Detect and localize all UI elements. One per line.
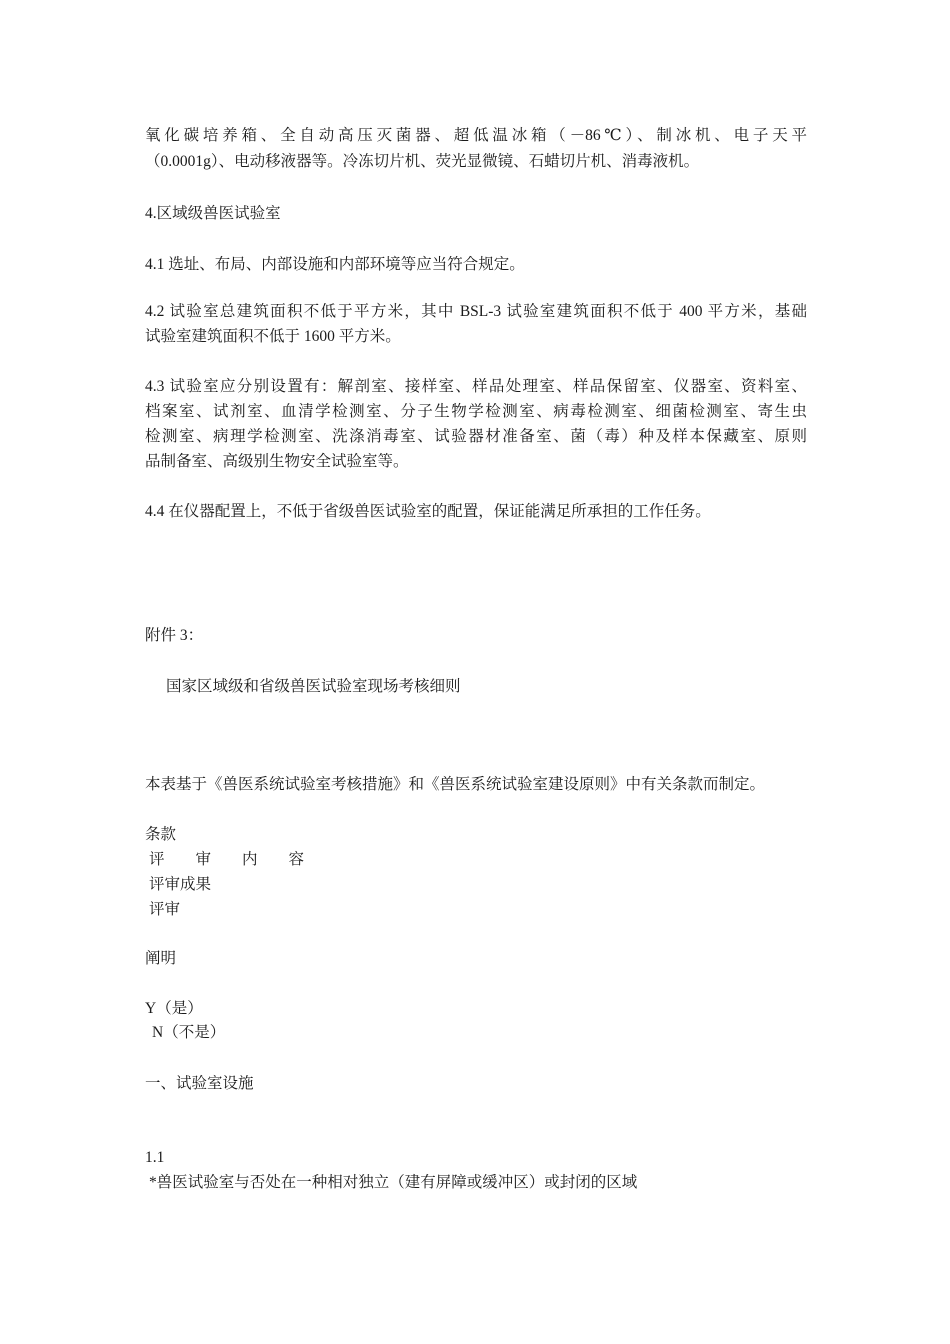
table-header-explain: 阐明 xyxy=(145,950,177,967)
clause-4-3-line-2: 档案室、试剂室、血清学检测室、分子生物学检测室、病毒检测室、细菌检测室、寄生虫 xyxy=(145,403,807,420)
attachment-label: 附件 3： xyxy=(145,627,204,644)
table-header-yes: Y（是） xyxy=(145,1000,203,1017)
attachment-title: 国家区域级和省级兽医试验室现场考核细则 xyxy=(166,678,461,695)
table-header-review: 评审 xyxy=(149,901,181,918)
clause-4-3-line-3: 检测室、病理学检测室、洗涤消毒室、试验器材准备室、菌（毒）种及样本保藏室、原则 xyxy=(145,428,807,445)
paragraph-equipment-line-2: （0.0001g）、电动移液器等。冷冻切片机、荧光显微镜、石蜡切片机、消毒液机。 xyxy=(145,153,700,170)
clause-4-1: 4.1 选址、布局、内部设施和内部环境等应当符合规定。 xyxy=(145,256,525,273)
table-header-content: 评 审 内 容 xyxy=(149,851,305,868)
clause-4-2-line-1: 4.2 试验室总建筑面积不低于平方米，其中 BSL-3 试验室建筑面积不低于 400 平方米，基础 xyxy=(145,303,807,320)
clause-4-3-line-1: 4.3 试验室应分别设置有：解剖室、接样室、样品处理室、样品保留室、仪器室、资料室、 xyxy=(145,378,807,395)
table-header-clause: 条款 xyxy=(145,826,177,843)
clause-4-3-line-4: 品制备室、高级别生物安全试验室等。 xyxy=(145,453,409,470)
table-header-no: N（不是） xyxy=(152,1024,226,1041)
clause-4-2-line-2: 试验室建筑面积不低于 1600 平方米。 xyxy=(145,328,401,345)
clause-4-4: 4.4 在仪器配置上，不低于省级兽医试验室的配置，保证能满足所承担的工作任务。 xyxy=(145,503,711,520)
intro-paragraph: 本表基于《兽医系统试验室考核措施》和《兽医系统试验室建设原则》中有关条款而制定。 xyxy=(145,776,766,793)
section-1-title: 一、试验室设施 xyxy=(145,1075,254,1092)
item-1-1-number: 1.1 xyxy=(145,1149,165,1166)
paragraph-equipment-line-1: 氧化碳培养箱、全自动高压灭菌器、超低温冰箱（－86℃）、制冰机、电子天平 xyxy=(145,127,807,144)
item-1-1-text: *兽医试验室与否处在一种相对独立（建有屏障或缓冲区）或封闭的区域 xyxy=(149,1174,638,1191)
section-heading-4: 4.区域级兽医试验室 xyxy=(145,205,281,222)
table-header-result: 评审成果 xyxy=(149,876,212,893)
